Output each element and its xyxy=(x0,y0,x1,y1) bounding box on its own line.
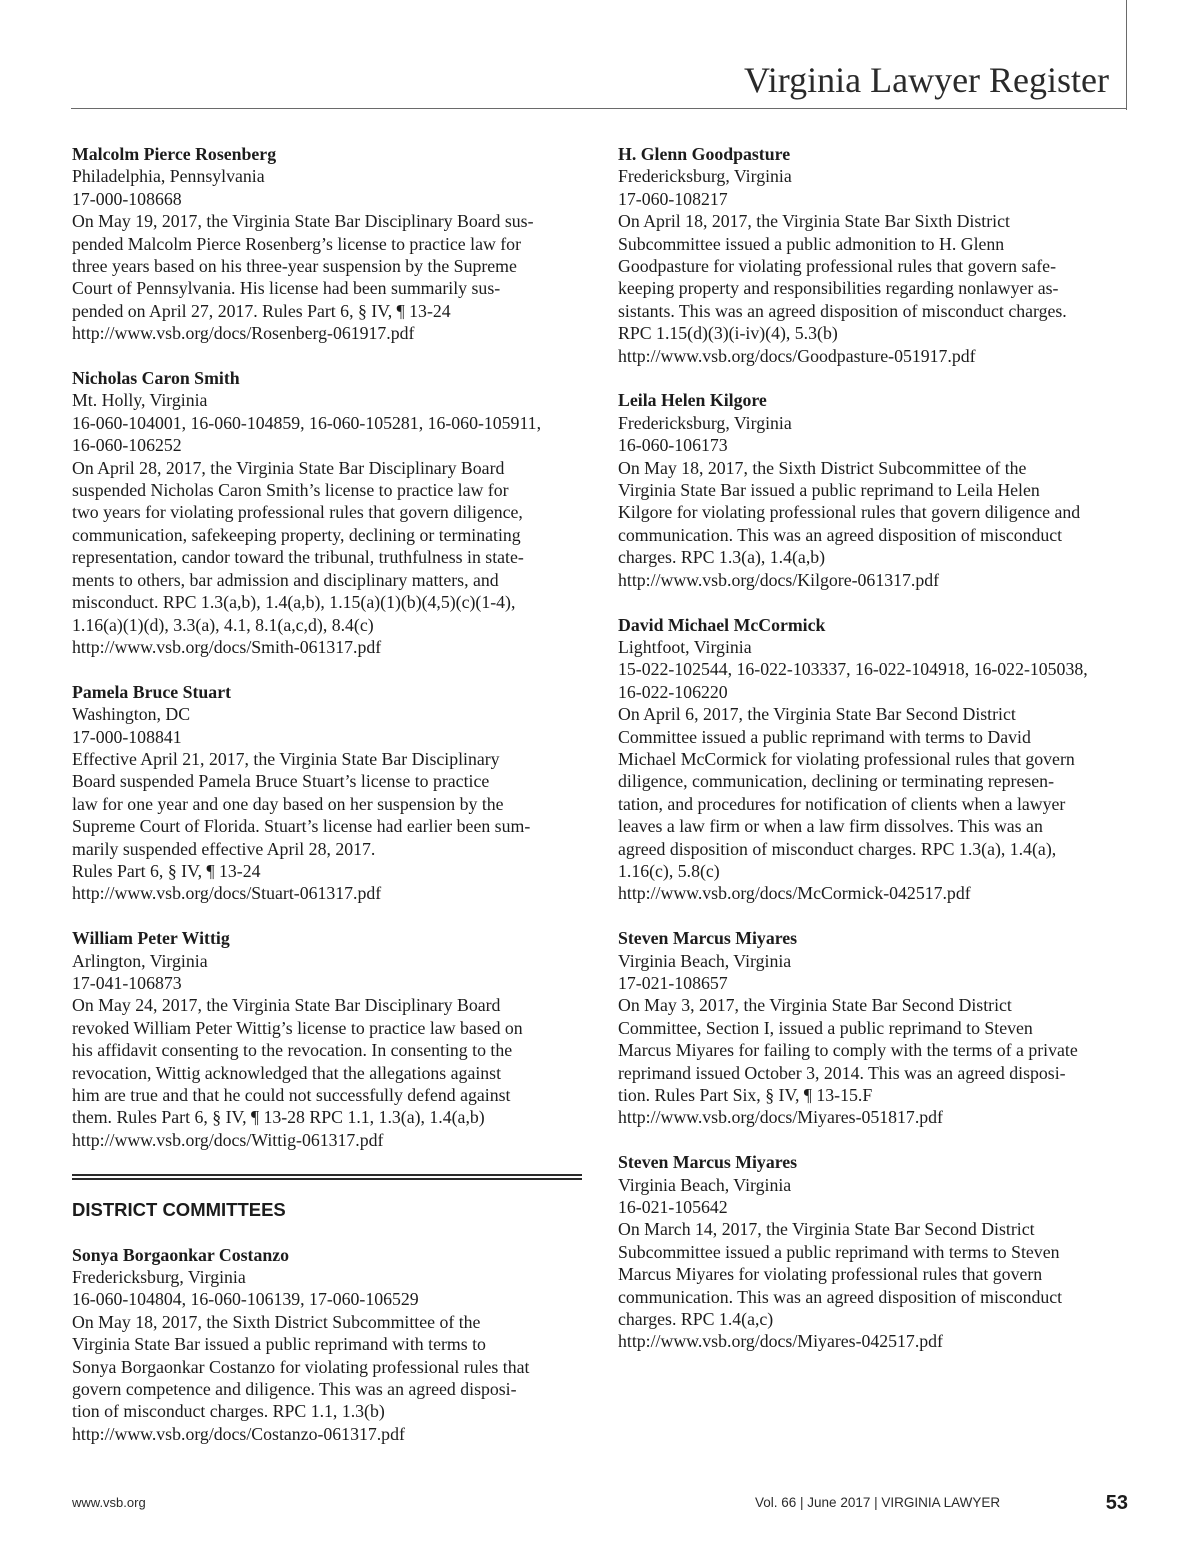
left-column xyxy=(72,143,584,1468)
entry-text-line: govern competence and diligence. This was an agreed disposi- xyxy=(72,1379,517,1400)
document-link[interactable]: http://www.vsb.org/docs/Stuart-061317.pdf xyxy=(72,883,382,904)
entry-text-line: 1.16(a)(1)(d), 3.3(a), 4.1, 8.1(a,c,d), 8.4(c) xyxy=(72,614,374,635)
attorney-name: Leila Helen Kilgore xyxy=(618,390,767,411)
entry-text-line: revoked William Peter Wittig’s license to practice law based on xyxy=(72,1017,523,1038)
entry-text-line: Supreme Court of Florida. Stuart’s license had earlier been sum- xyxy=(72,816,531,837)
case-number: 17-000-108841 xyxy=(72,726,182,747)
entry-text-line: On April 6, 2017, the Virginia State Bar Second District xyxy=(618,704,1016,725)
register-entry xyxy=(618,614,1130,905)
register-entry xyxy=(618,389,1130,591)
document-link[interactable]: http://www.vsb.org/docs/McCormick-042517.pdf xyxy=(618,883,971,904)
register-entry xyxy=(72,927,584,1151)
case-number: 16-060-104001, 16-060-104859, 16-060-105281, 16-060-105911, xyxy=(72,412,542,433)
attorney-name: Sonya Borgaonkar Costanzo xyxy=(72,1244,290,1265)
case-number: 16-021-105642 xyxy=(618,1197,728,1218)
attorney-location: Washington, DC xyxy=(72,704,191,725)
entry-text-line: Marcus Miyares for violating professional rules that govern xyxy=(618,1264,1043,1285)
attorney-location: Virginia Beach, Virginia xyxy=(618,1174,792,1195)
entry-text-line: keeping property and responsibilities regarding nonlawyer as- xyxy=(618,278,1059,299)
case-number: 17-021-108657 xyxy=(618,972,728,993)
entry-text-line: tation, and procedures for notification of clients when a lawyer xyxy=(618,793,1066,814)
attorney-location: Philadelphia, Pennsylvania xyxy=(72,166,265,187)
header-vertical-rule xyxy=(1126,0,1127,110)
attorney-name: Malcolm Pierce Rosenberg xyxy=(72,144,277,164)
document-link[interactable]: http://www.vsb.org/docs/Wittig-061317.pdf xyxy=(72,1129,384,1150)
entry-text-line: revocation, Wittig acknowledged that the allegations against xyxy=(72,1062,502,1083)
attorney-name: David Michael McCormick xyxy=(618,614,826,635)
entry-text-line: Goodpasture for violating professional rules that govern safe- xyxy=(618,256,1056,277)
entry-text-line: Court of Pennsylvania. His license had been summarily sus- xyxy=(72,278,501,299)
entry-text-line: Committee, Section I, issued a public reprimand to Steven xyxy=(618,1017,1033,1038)
entry-text-line: Virginia State Bar issued a public reprimand to Leila Helen xyxy=(618,480,1040,501)
page-header-title: Virginia Lawyer Register xyxy=(743,60,1109,100)
entry-text-line: Rules Part 6, § IV, ¶ 13-24 xyxy=(72,860,261,881)
entry-text-line: communication. This was an agreed disposition of misconduct xyxy=(618,524,1063,545)
register-entry xyxy=(618,927,1130,1129)
case-number: 17-041-106873 xyxy=(72,972,182,993)
attorney-name: William Peter Wittig xyxy=(72,928,230,949)
attorney-name: Pamela Bruce Stuart xyxy=(72,681,232,702)
entry-text-line: three years based on his three-year suspension by the Supreme xyxy=(72,256,517,277)
entry-text-line: suspended Nicholas Caron Smith’s license to practice law for xyxy=(72,480,509,501)
entry-text-line: representation, candor toward the tribunal, truthfulness in state- xyxy=(72,547,524,568)
entry-text-line: Subcommittee issued a public admonition to H. Glenn xyxy=(618,233,1005,254)
entry-text-line: On April 18, 2017, the Virginia State Bar Sixth District xyxy=(618,211,1010,232)
register-entry xyxy=(72,143,584,345)
document-link[interactable]: http://www.vsb.org/docs/Smith-061317.pdf xyxy=(72,636,382,657)
attorney-location: Fredericksburg, Virginia xyxy=(618,166,792,187)
document-link[interactable]: http://www.vsb.org/docs/Kilgore-061317.pdf xyxy=(618,569,940,590)
entry-text-line: Virginia State Bar issued a public reprimand with terms to xyxy=(72,1334,486,1355)
entry-text-line: reprimand issued October 3, 2014. This was an agreed disposi- xyxy=(618,1062,1066,1083)
attorney-location: Fredericksburg, Virginia xyxy=(72,1267,246,1288)
case-number: 16-060-106173 xyxy=(618,435,728,456)
entry-text-line: Subcommittee issued a public reprimand with terms to Steven xyxy=(618,1241,1060,1262)
entry-text-line: Michael McCormick for violating professional rules that govern xyxy=(618,748,1075,769)
entry-text-line: tion. Rules Part Six, § IV, ¶ 13-15.F xyxy=(618,1085,873,1106)
entry-text-line: communication. This was an agreed disposition of misconduct xyxy=(618,1286,1063,1307)
document-link[interactable]: http://www.vsb.org/docs/Rosenberg-061917.pdf xyxy=(72,323,415,344)
entry-text-line: ments to others, bar admission and disciplinary matters, and xyxy=(72,569,499,590)
entry-text-line: charges. RPC 1.3(a), 1.4(a,b) xyxy=(618,547,826,568)
entry-text-line: Marcus Miyares for failing to comply with the terms of a private xyxy=(618,1040,1078,1061)
entry-text-line: Kilgore for violating professional rules that govern diligence and xyxy=(618,502,1081,523)
document-link[interactable]: http://www.vsb.org/docs/Goodpasture-051917.pdf xyxy=(618,345,976,366)
entry-text-line: law for one year and one day based on her suspension by the xyxy=(72,793,504,814)
case-number: 16-060-106252 xyxy=(72,435,182,456)
entry-text-line: On May 3, 2017, the Virginia State Bar Second District xyxy=(618,995,1012,1016)
entry-text-line: On May 24, 2017, the Virginia State Bar Disciplinary Board xyxy=(72,995,501,1016)
attorney-location: Virginia Beach, Virginia xyxy=(618,950,792,971)
entry-text-line: two years for violating professional rules that govern diligence, xyxy=(72,502,523,523)
entry-text-line: misconduct. RPC 1.3(a,b), 1.4(a,b), 1.15(a)(1)(b)(4,5)(c)(1-4), xyxy=(72,592,516,613)
entry-text-line: Sonya Borgaonkar Costanzo for violating professional rules that xyxy=(72,1356,530,1377)
entry-text-line: diligence, communication, declining or terminating represen- xyxy=(618,771,1054,792)
entry-text-line: On May 18, 2017, the Sixth District Subcommittee of the xyxy=(618,457,1027,478)
register-entry xyxy=(72,681,584,905)
entry-text-line: On March 14, 2017, the Virginia State Bar Second District xyxy=(618,1219,1035,1240)
left-entries-top xyxy=(72,143,584,1151)
entry-text-line: leaves a law firm or when a law firm dissolves. This was an xyxy=(618,816,1043,837)
document-link[interactable]: http://www.vsb.org/docs/Miyares-051817.pdf xyxy=(618,1107,943,1128)
case-number: 17-000-108668 xyxy=(72,188,182,209)
attorney-location: Fredericksburg, Virginia xyxy=(618,412,792,433)
register-entry xyxy=(72,367,584,658)
document-link[interactable]: http://www.vsb.org/docs/Costanzo-061317.pdf xyxy=(72,1423,405,1444)
case-number: 17-060-108217 xyxy=(618,188,728,209)
entry-text-line: sistants. This was an agreed disposition of misconduct charges. xyxy=(618,300,1067,321)
entry-text-line: On April 28, 2017, the Virginia State Bar Disciplinary Board xyxy=(72,457,505,478)
entry-text-line: Committee issued a public reprimand with terms to David xyxy=(618,726,1031,747)
attorney-name: Steven Marcus Miyares xyxy=(618,1152,798,1173)
entry-text-line: him are true and that he could not successfully defend against xyxy=(72,1085,511,1106)
footer-issue: Vol. 66 | June 2017 | VIRGINIA LAWYER xyxy=(755,1495,1001,1510)
entry-text-line: RPC 1.15(d)(3)(i-iv)(4), 5.3(b) xyxy=(618,323,838,344)
register-entry xyxy=(72,1244,584,1446)
right-column xyxy=(618,143,1130,1375)
register-entry xyxy=(618,1151,1130,1353)
entry-text-line: them. Rules Part 6, § IV, ¶ 13-28 RPC 1.1, 1.3(a), 1.4(a,b) xyxy=(72,1107,485,1128)
case-number: 15-022-102544, 16-022-103337, 16-022-104918, 16-022-105038, xyxy=(618,659,1088,680)
document-link[interactable]: http://www.vsb.org/docs/Miyares-042517.pdf xyxy=(618,1331,943,1352)
attorney-name: H. Glenn Goodpasture xyxy=(618,144,791,164)
entry-text-line: agreed disposition of misconduct charges. RPC 1.3(a), 1.4(a), xyxy=(618,838,1057,859)
entry-text-line: communication, safekeeping property, declining or terminating xyxy=(72,524,521,545)
section-heading: DISTRICT COMMITTEES xyxy=(72,1198,286,1220)
case-number: 16-060-104804, 16-060-106139, 17-060-106529 xyxy=(72,1289,419,1310)
entry-text-line: his affidavit consenting to the revocation. In consenting to the xyxy=(72,1040,513,1061)
attorney-name: Steven Marcus Miyares xyxy=(618,928,798,949)
attorney-location: Lightfoot, Virginia xyxy=(618,636,752,657)
entry-text-line: pended on April 27, 2017. Rules Part 6, § IV, ¶ 13-24 xyxy=(72,300,451,321)
entry-text-line: Board suspended Pamela Bruce Stuart’s license to practice xyxy=(72,771,490,792)
entry-text-line: pended Malcolm Pierce Rosenberg’s license to practice law for xyxy=(72,233,521,254)
entry-text-line: tion of misconduct charges. RPC 1.1, 1.3(b) xyxy=(72,1401,385,1422)
left-entries-bottom xyxy=(72,1244,584,1446)
entry-text-line: Effective April 21, 2017, the Virginia State Bar Disciplinary xyxy=(72,748,500,769)
attorney-location: Mt. Holly, Virginia xyxy=(72,390,208,411)
register-entry xyxy=(618,143,1130,367)
footer-page-number: 53 xyxy=(1105,1492,1128,1514)
attorney-location: Arlington, Virginia xyxy=(72,950,208,971)
entry-text-line: On May 18, 2017, the Sixth District Subcommittee of the xyxy=(72,1311,481,1332)
footer-website: www.vsb.org xyxy=(72,1495,146,1510)
case-number: 16-022-106220 xyxy=(618,681,728,702)
section-double-rule xyxy=(72,1174,582,1180)
header-horizontal-rule xyxy=(71,108,1127,109)
entry-text-line: marily suspended effective April 28, 2017. xyxy=(72,838,376,859)
entry-text-line: charges. RPC 1.4(a,c) xyxy=(618,1309,774,1330)
right-entries xyxy=(618,143,1130,1353)
entry-text-line: 1.16(c), 5.8(c) xyxy=(618,860,720,881)
entry-text-line: On May 19, 2017, the Virginia State Bar Disciplinary Board sus- xyxy=(72,211,534,232)
attorney-name: Nicholas Caron Smith xyxy=(72,368,240,389)
